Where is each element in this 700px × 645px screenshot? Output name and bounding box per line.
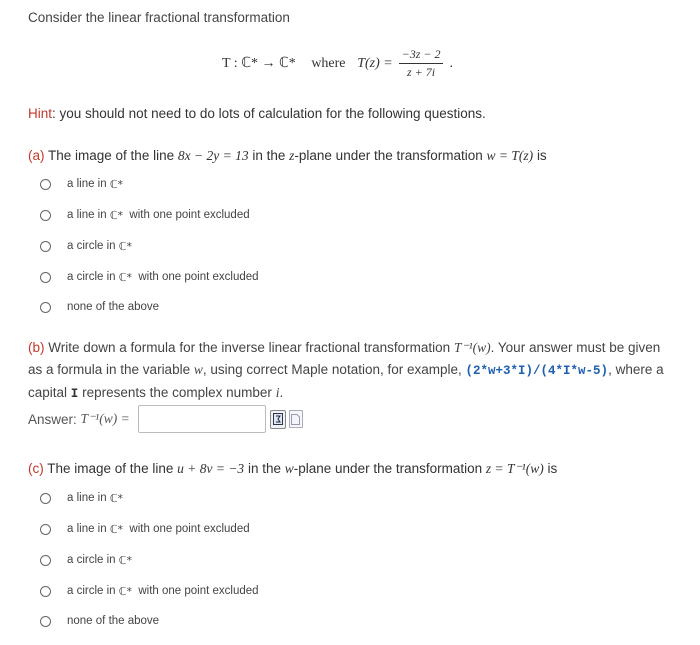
radio-button[interactable] bbox=[40, 586, 51, 597]
option-text: a line in bbox=[67, 209, 107, 221]
question-b bbox=[28, 337, 678, 405]
complex-plane-symbol: ℂ* bbox=[118, 239, 132, 253]
radio-button[interactable] bbox=[40, 616, 51, 627]
complex-plane-symbol: ℂ* bbox=[118, 553, 132, 567]
question-a-mid: in the bbox=[252, 148, 286, 163]
question-c-plane: w bbox=[284, 461, 294, 476]
preview-icon[interactable] bbox=[289, 410, 303, 428]
complex-plane-symbol: ℂ* bbox=[118, 270, 132, 284]
option-text: none of the above bbox=[67, 615, 160, 627]
option-text-post: with one point excluded bbox=[129, 523, 250, 535]
option-a-circle-excluded[interactable] bbox=[40, 268, 259, 286]
formula-fraction bbox=[399, 47, 444, 80]
question-a-line-eq: 8x − 2y = 13 bbox=[177, 148, 249, 163]
question-b-text4: , where a capital bbox=[28, 362, 664, 400]
capital-i: I bbox=[70, 387, 79, 401]
radio-button[interactable] bbox=[40, 272, 51, 283]
option-text: a circle in bbox=[67, 240, 116, 252]
answer-input[interactable] bbox=[138, 405, 266, 433]
answer-label: Answer: bbox=[28, 411, 77, 427]
option-text: a line in bbox=[67, 492, 107, 504]
answer-row bbox=[28, 405, 303, 433]
question-c-mid: in the bbox=[247, 461, 281, 476]
formula-denominator: z + 7i bbox=[406, 65, 436, 79]
question-b-text2: . Your answer must be given as a formula in the variable bbox=[28, 340, 661, 377]
complex-plane-symbol: ℂ* bbox=[109, 491, 124, 505]
question-a-mid2: -plane under the transformation bbox=[294, 148, 483, 163]
option-a-circle[interactable] bbox=[40, 237, 132, 255]
question-b-label: (b) bbox=[28, 340, 45, 355]
question-b-text1: Write down a formula for the inverse linear fractional transformation bbox=[48, 340, 451, 355]
option-a-line[interactable] bbox=[40, 175, 123, 193]
option-text: a line in bbox=[67, 178, 107, 190]
question-b-text3: , using correct Maple notation, for example, bbox=[202, 362, 462, 377]
equation-editor-icon[interactable] bbox=[270, 410, 286, 429]
formula-map: T : ℂ* → ℂ* bbox=[222, 56, 296, 72]
option-c-line-excluded[interactable] bbox=[40, 520, 250, 538]
option-c-none[interactable] bbox=[40, 612, 159, 630]
option-text-post: with one point excluded bbox=[138, 271, 259, 283]
hint-label: Hint bbox=[28, 106, 53, 121]
option-text-post: with one point excluded bbox=[138, 585, 259, 597]
option-a-none[interactable] bbox=[40, 298, 159, 316]
question-b-inverse: T⁻¹(w) bbox=[453, 340, 491, 355]
imaginary-unit: i bbox=[275, 385, 280, 400]
radio-button[interactable] bbox=[40, 241, 51, 252]
question-c-prefix: The image of the line bbox=[47, 461, 174, 476]
preview-glyph bbox=[291, 414, 300, 425]
question-c bbox=[28, 461, 557, 477]
option-a-line-excluded[interactable] bbox=[40, 206, 250, 224]
complex-plane-symbol: ℂ* bbox=[109, 208, 124, 222]
radio-button[interactable] bbox=[40, 555, 51, 566]
option-text-post: with one point excluded bbox=[129, 209, 250, 221]
option-text: a circle in bbox=[67, 554, 116, 566]
radio-button[interactable] bbox=[40, 302, 51, 313]
option-c-circle-excluded[interactable] bbox=[40, 582, 259, 600]
option-text: none of the above bbox=[67, 301, 160, 313]
radio-button[interactable] bbox=[40, 210, 51, 221]
question-b-text5: represents the complex number bbox=[82, 385, 272, 400]
question-a bbox=[28, 148, 547, 164]
formula-where: where bbox=[311, 56, 346, 72]
question-c-suffix: is bbox=[547, 461, 558, 476]
answer-expr: T⁻¹(w) = bbox=[80, 411, 130, 426]
formula-period: . bbox=[449, 54, 454, 71]
question-c-label: (c) bbox=[28, 461, 44, 476]
option-c-line[interactable] bbox=[40, 489, 123, 507]
radio-button[interactable] bbox=[40, 524, 51, 535]
question-a-plane: z bbox=[289, 148, 295, 163]
hint-text: : you should not need to do lots of calculation for the following questions. bbox=[52, 106, 486, 121]
option-text: a circle in bbox=[67, 585, 116, 597]
option-text: a line in bbox=[67, 523, 107, 535]
question-c-line-eq: u + 8v = −3 bbox=[177, 461, 245, 476]
complex-plane-symbol: ℂ* bbox=[109, 522, 124, 536]
transformation-formula bbox=[222, 47, 453, 80]
complex-plane-symbol: ℂ* bbox=[118, 584, 132, 598]
radio-button[interactable] bbox=[40, 179, 51, 190]
question-c-mid2: -plane under the transformation bbox=[293, 461, 483, 476]
formula-lhs: T(z) = bbox=[357, 56, 393, 72]
formula-numerator: −3z − 2 bbox=[399, 47, 444, 64]
option-text: a circle in bbox=[67, 271, 116, 283]
question-b-var: w bbox=[193, 362, 203, 377]
complex-plane-symbol: ℂ* bbox=[109, 177, 124, 191]
question-a-label: (a) bbox=[28, 148, 45, 163]
question-a-transform: w = T(z) bbox=[486, 148, 534, 163]
equation-editor-glyph bbox=[273, 413, 283, 425]
question-a-prefix: The image of the line bbox=[48, 148, 175, 163]
question-b-text6: . bbox=[279, 385, 284, 400]
question-a-suffix: is bbox=[536, 148, 547, 163]
hint bbox=[28, 106, 486, 121]
question-c-transform: z = T⁻¹(w) bbox=[485, 461, 544, 476]
option-c-circle[interactable] bbox=[40, 551, 132, 569]
intro-text: Consider the linear fractional transformation bbox=[28, 10, 290, 25]
radio-button[interactable] bbox=[40, 493, 51, 504]
maple-example: (2*w+3*I)/(4*I*w-5) bbox=[465, 364, 609, 378]
